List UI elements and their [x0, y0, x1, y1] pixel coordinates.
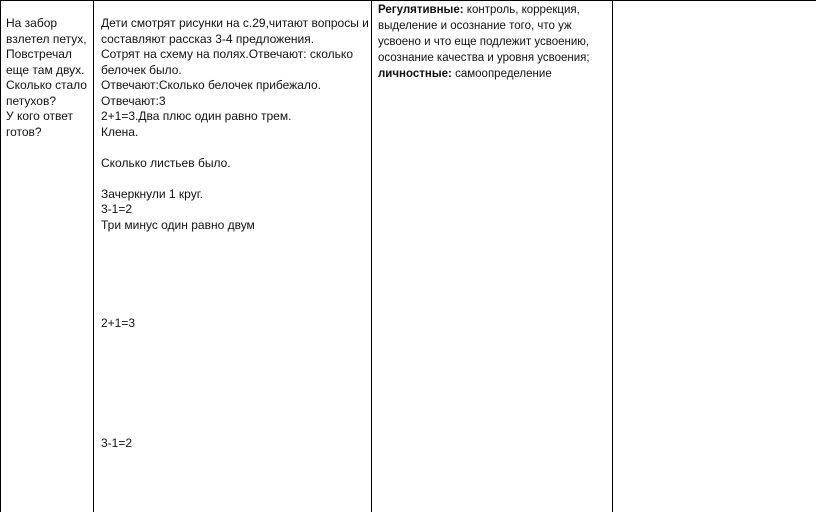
riddle-cell — [6, 16, 87, 140]
activity-line: белочек было. — [101, 62, 182, 77]
personal-line — [378, 66, 590, 82]
activity-line: Дети смотрят рисунки на с.29,читают вопросы и — [101, 16, 369, 30]
activity-cell — [101, 16, 369, 233]
personal-label: личностные: — [378, 68, 452, 80]
column-divider-1 — [93, 0, 94, 512]
personal-text: самоопределение — [451, 68, 552, 80]
riddle-line: Сколько стало — [6, 78, 87, 92]
activity-line: Сколько листьев было. — [101, 155, 231, 170]
riddle-line: У кого ответ — [6, 109, 74, 123]
activity-line: Зачеркнули 1 круг. — [101, 186, 203, 201]
activity-line: Три минус один равно двум — [101, 217, 255, 232]
table-top-border — [0, 0, 816, 1]
column-divider-3 — [612, 0, 613, 512]
regulative-line: усвоено и что еще подлежит усвоению, — [378, 36, 590, 48]
activity-line: 2+1=3.Два плюс один равно трем. — [101, 109, 292, 123]
equation-line: 2+1=3 — [101, 316, 136, 330]
riddle-line: петухов? — [6, 93, 56, 108]
blank-line — [101, 140, 369, 156]
activity-line: Сотрят на схему на полях.Отвечают: сколько — [101, 47, 353, 61]
regulative-label: Регулятивные: — [378, 4, 464, 16]
activity-line: Клена. — [101, 124, 139, 139]
riddle-line: еще там двух. — [6, 62, 85, 77]
riddle-line: Повстречал — [6, 47, 72, 61]
riddle-line: взлетел петух, — [6, 31, 87, 46]
riddle-line: готов? — [6, 124, 42, 139]
regulative-text: контроль, коррекция, — [463, 4, 580, 16]
activity-line: Отвечают:Сколько белочек прибежало. — [101, 78, 322, 92]
blank-line — [101, 171, 369, 187]
table-left-border — [0, 0, 1, 512]
regulative-line: осознание качества и уровня усвоения; — [378, 52, 590, 64]
equation-line: 3-1=2 — [101, 436, 133, 450]
activity-line: Отвечают:3 — [101, 93, 166, 108]
regulative-line: выделение и осознание того, что уж — [378, 20, 572, 32]
activity-line: 3-1=2 — [101, 202, 133, 216]
column-divider-2 — [371, 0, 372, 512]
activity-line: составляют рассказ 3-4 предложения. — [101, 31, 315, 46]
equation-bottom — [101, 436, 132, 452]
outcomes-cell — [378, 2, 590, 82]
regulative-line — [378, 2, 590, 18]
riddle-line: На забор — [6, 16, 58, 30]
equation-mid — [101, 316, 135, 332]
